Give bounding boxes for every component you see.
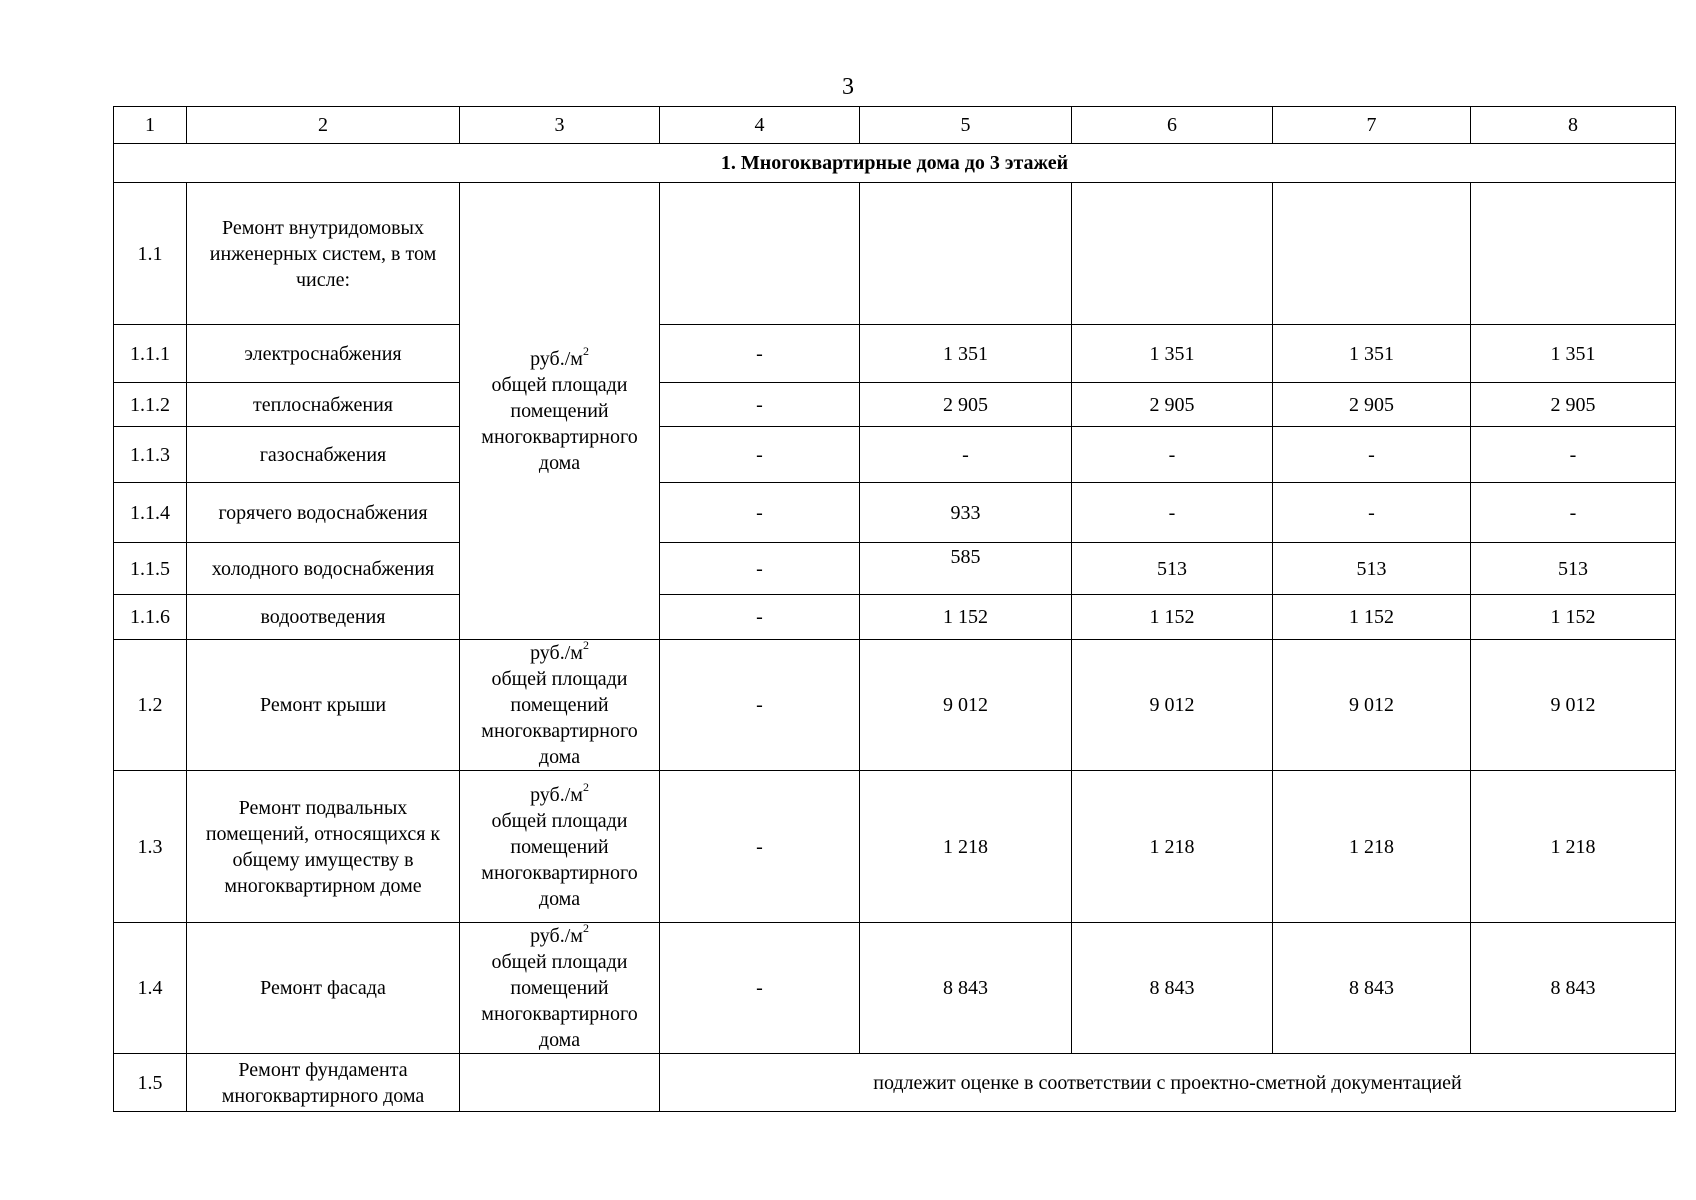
value-cell: 513 xyxy=(1273,543,1471,595)
value-cell: 9 012 xyxy=(1273,640,1471,771)
value-cell: - xyxy=(1072,483,1273,543)
row-name: горячего водоснабжения xyxy=(187,483,460,543)
value-cell: - xyxy=(660,640,860,771)
value-cell: 1 218 xyxy=(860,771,1072,923)
column-number: 6 xyxy=(1072,107,1273,144)
unit-sup: 2 xyxy=(582,639,589,653)
row-number: 1.4 xyxy=(114,923,187,1054)
value-cell: 2 905 xyxy=(1273,383,1471,427)
unit-cell-empty xyxy=(460,1054,660,1112)
unit-prefix: руб./м xyxy=(530,348,583,370)
value-cell: 1 351 xyxy=(1072,325,1273,383)
unit-line: дома xyxy=(538,746,581,768)
table-row xyxy=(114,325,1676,383)
value-cell: - xyxy=(1471,427,1676,483)
table-row xyxy=(114,595,1676,640)
unit-cell xyxy=(460,923,660,1054)
column-number: 7 xyxy=(1273,107,1471,144)
value-cell: 1 152 xyxy=(1273,595,1471,640)
unit-prefix: руб./м xyxy=(530,783,583,806)
value-cell: 8 843 xyxy=(1072,923,1273,1054)
unit-line: многоквартирного xyxy=(481,720,638,742)
unit-cell xyxy=(460,771,660,923)
unit-prefix: руб./м xyxy=(530,642,583,664)
value-cell: 2 905 xyxy=(860,383,1072,427)
value-cell: 1 351 xyxy=(860,325,1072,383)
unit-line: многоквартирного xyxy=(481,861,638,884)
row-name: теплоснабжения xyxy=(187,383,460,427)
value-cell: - xyxy=(660,923,860,1054)
value-cell: 1 218 xyxy=(1072,771,1273,923)
table-row xyxy=(114,183,1676,325)
row-number: 1.5 xyxy=(114,1054,187,1112)
row-name: холодного водоснабжения xyxy=(187,543,460,595)
value-cell: 933 xyxy=(860,483,1072,543)
column-number: 2 xyxy=(187,107,460,144)
value-cell: 1 152 xyxy=(1072,595,1273,640)
value-cell xyxy=(1072,183,1273,325)
table-row xyxy=(114,543,1676,595)
column-number-row xyxy=(114,107,1676,144)
value-cell: 513 xyxy=(1072,543,1273,595)
column-number: 5 xyxy=(860,107,1072,144)
row-name: водоотведения xyxy=(187,595,460,640)
value-cell: - xyxy=(660,427,860,483)
unit-cell xyxy=(460,183,660,640)
value-cell: - xyxy=(660,595,860,640)
value-cell: - xyxy=(660,483,860,543)
value-cell: 1 152 xyxy=(860,595,1072,640)
unit-line: общей площади xyxy=(491,809,628,832)
value-cell: 2 905 xyxy=(1072,383,1273,427)
value-cell: 1 351 xyxy=(1471,325,1676,383)
table-row xyxy=(114,640,1676,771)
value-cell: 1 152 xyxy=(1471,595,1676,640)
row-number: 1.1 xyxy=(114,183,187,325)
value-cell: 9 012 xyxy=(1072,640,1273,771)
value-cell: 9 012 xyxy=(1471,640,1676,771)
row-name: Ремонт крыши xyxy=(187,640,460,771)
unit-line: многоквартирного xyxy=(481,426,638,448)
table-row xyxy=(114,427,1676,483)
value-cell xyxy=(860,183,1072,325)
table-row xyxy=(114,483,1676,543)
value-cell xyxy=(1273,183,1471,325)
value-cell: 513 xyxy=(1471,543,1676,595)
row-name: газоснабжения xyxy=(187,427,460,483)
unit-line: помещений xyxy=(510,977,609,999)
unit-line: общей площади xyxy=(491,668,628,690)
unit-line: помещений xyxy=(510,835,609,858)
row-number: 1.1.2 xyxy=(114,383,187,427)
value-cell: - xyxy=(660,543,860,595)
section-title: 1. Многоквартирные дома до 3 этажей xyxy=(114,144,1676,183)
row-number: 1.1.4 xyxy=(114,483,187,543)
value-text: 585 xyxy=(950,545,981,568)
estimate-table xyxy=(113,106,1676,1112)
row-name: электроснабжения xyxy=(187,325,460,383)
row-number: 1.1.1 xyxy=(114,325,187,383)
column-number: 8 xyxy=(1471,107,1676,144)
unit-line: помещений xyxy=(510,694,609,716)
unit-line: общей площади xyxy=(491,374,628,396)
row-name: Ремонт фундамента многоквартирного дома xyxy=(187,1054,460,1112)
value-cell xyxy=(1471,183,1676,325)
row-number: 1.1.6 xyxy=(114,595,187,640)
value-cell: 1 218 xyxy=(1273,771,1471,923)
unit-sup: 2 xyxy=(582,922,589,936)
value-cell: - xyxy=(1072,427,1273,483)
value-cell: 2 905 xyxy=(1471,383,1676,427)
value-cell: 8 843 xyxy=(860,923,1072,1054)
unit-sup: 2 xyxy=(582,779,589,794)
value-cell: - xyxy=(1273,483,1471,543)
row-note: подлежит оценке в соответствии с проектно-сметной документацией xyxy=(660,1054,1676,1112)
row-name: Ремонт внутридомовых инженерных систем, в том числе: xyxy=(187,183,460,325)
column-number: 1 xyxy=(114,107,187,144)
unit-prefix: руб./м xyxy=(530,925,583,947)
value-cell: 8 843 xyxy=(1471,923,1676,1054)
unit-line: помещений xyxy=(510,400,609,422)
value-cell: - xyxy=(1273,427,1471,483)
value-cell xyxy=(860,543,1072,595)
value-cell: - xyxy=(660,771,860,923)
row-number: 1.1.3 xyxy=(114,427,187,483)
value-cell: - xyxy=(860,427,1072,483)
unit-line: дома xyxy=(538,887,581,910)
value-cell: - xyxy=(660,383,860,427)
row-number: 1.2 xyxy=(114,640,187,771)
row-name: Ремонт фасада xyxy=(187,923,460,1054)
table-row xyxy=(114,771,1676,923)
value-cell xyxy=(660,183,860,325)
table-row xyxy=(114,383,1676,427)
value-cell: 1 351 xyxy=(1273,325,1471,383)
value-cell: - xyxy=(1471,483,1676,543)
table-row xyxy=(114,1054,1676,1112)
page-number: 3 xyxy=(842,74,854,100)
unit-line: дома xyxy=(538,452,581,474)
unit-cell xyxy=(460,640,660,771)
value-cell: 1 218 xyxy=(1471,771,1676,923)
table-row xyxy=(114,923,1676,1054)
value-cell: 8 843 xyxy=(1273,923,1471,1054)
column-number: 4 xyxy=(660,107,860,144)
unit-line: общей площади xyxy=(491,951,628,973)
row-number: 1.1.5 xyxy=(114,543,187,595)
value-cell: 9 012 xyxy=(860,640,1072,771)
column-number: 3 xyxy=(460,107,660,144)
unit-line: многоквартирного xyxy=(481,1003,638,1025)
row-name: Ремонт подвальных помещений, относящихся к общему имуществу в многоквартирном доме xyxy=(187,771,460,923)
unit-sup: 2 xyxy=(582,344,589,359)
value-cell: - xyxy=(660,325,860,383)
row-number: 1.3 xyxy=(114,771,187,923)
unit-line: дома xyxy=(538,1029,581,1051)
